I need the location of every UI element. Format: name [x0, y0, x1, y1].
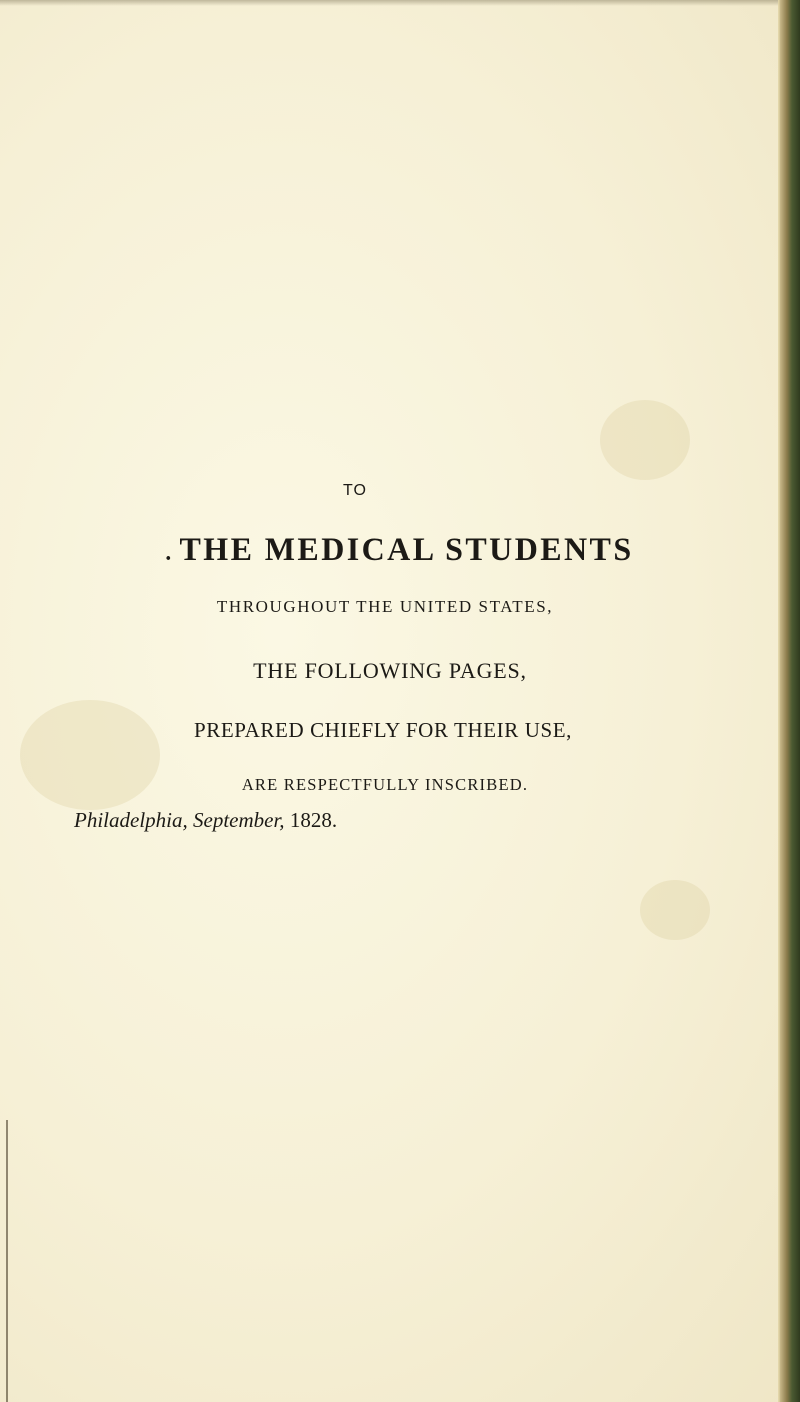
dedication-inscribed: ARE RESPECTFULLY INSCRIBED. [241, 775, 529, 794]
lead-mark: . [165, 540, 174, 566]
paper-stain [640, 880, 710, 940]
dedication-following: THE FOLLOWING PAGES, [253, 658, 527, 683]
dedication-title [60, 532, 739, 569]
page-top-shadow [0, 0, 780, 6]
paper-stain [20, 700, 160, 810]
dedication-throughout: THROUGHOUT THE UNITED STATES, [216, 597, 554, 616]
paper-stain [600, 400, 690, 480]
dedication-date [74, 808, 474, 833]
book-spine [780, 0, 800, 1402]
dedication-title-text: THE MEDICAL STUDENTS [179, 532, 634, 568]
dedication-to: TO [343, 482, 367, 499]
date-year: 1828. [289, 808, 338, 832]
page-edge-line [6, 1120, 8, 1402]
date-place: Philadelphia, [74, 808, 188, 832]
dedication-prepared: PREPARED CHIEFLY FOR THEIR USE, [193, 718, 573, 742]
date-month: September, [193, 808, 285, 832]
